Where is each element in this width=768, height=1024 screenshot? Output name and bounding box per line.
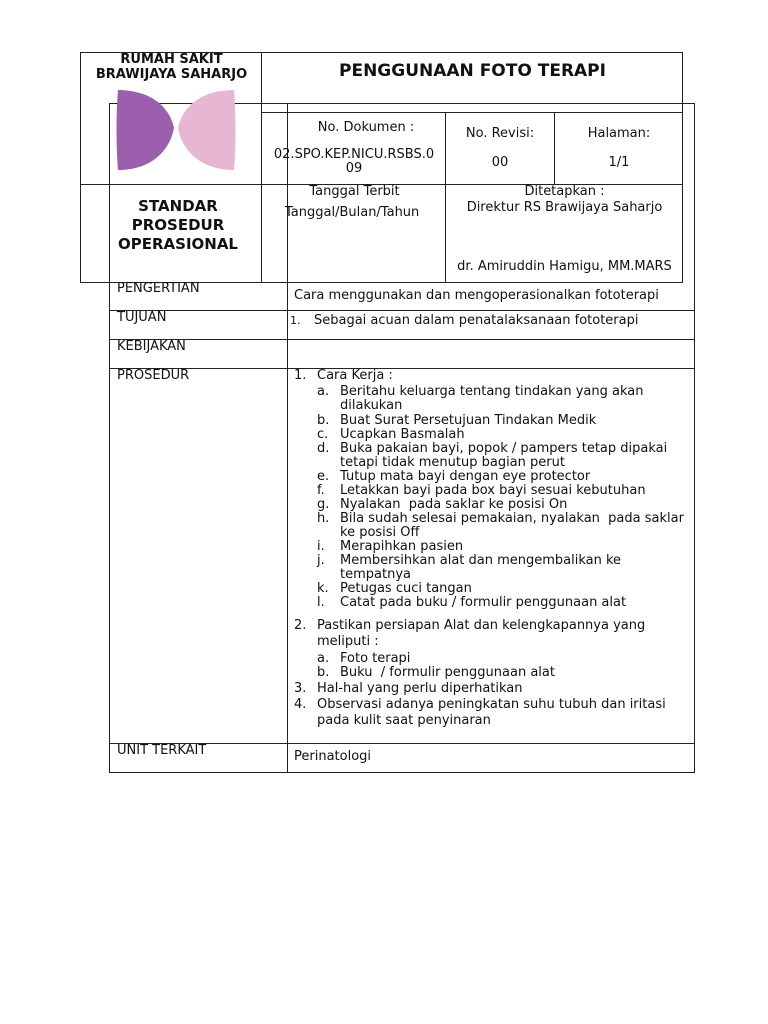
prosedur-step-3 bbox=[294, 682, 689, 696]
list-item bbox=[317, 385, 687, 413]
pengertian-content: Cara menggunakan dan mengoperasionalkan fototerapi bbox=[294, 288, 659, 303]
list-item-text: Membersihkan alat dan mengembalikan ke tempatnya bbox=[340, 553, 622, 582]
list-marker: 3. bbox=[294, 681, 307, 696]
list-item bbox=[317, 582, 687, 596]
list-marker: 2. bbox=[294, 618, 307, 633]
divider bbox=[287, 103, 288, 773]
tujuan-item-text: Sebagai acuan dalam penatalaksanaan fototerapi bbox=[314, 313, 639, 328]
pengertian-label: PENGERTIAN bbox=[117, 281, 200, 296]
document-type: STANDAR PROSEDUR OPERASIONAL bbox=[117, 197, 238, 253]
divider bbox=[109, 339, 695, 340]
divider bbox=[261, 52, 262, 283]
halaman-value: 1/1 bbox=[608, 155, 630, 170]
ditetapkan-label: Ditetapkan : bbox=[524, 184, 605, 199]
list-marker: 1. bbox=[294, 368, 307, 383]
list-item bbox=[317, 498, 687, 512]
list-item bbox=[317, 540, 687, 554]
hospital-logo bbox=[112, 86, 240, 174]
document-title: PENGGUNAAN FOTO TERAPI bbox=[339, 61, 606, 81]
no-dokumen-value: 02.SPO.KEP.NICU.RSBS.009 bbox=[273, 147, 435, 176]
list-item bbox=[317, 484, 687, 498]
no-revisi-label: No. Revisi: bbox=[465, 126, 535, 141]
step-1-title: Cara Kerja : bbox=[317, 368, 393, 383]
list-item bbox=[317, 666, 555, 680]
prosedur-step-2 bbox=[294, 618, 689, 650]
list-marker: f. bbox=[317, 483, 325, 498]
list-marker: l. bbox=[317, 595, 325, 610]
list-item-text: Letakkan bayi pada box bayi sesuai kebutuhan bbox=[340, 483, 646, 498]
list-marker: g. bbox=[317, 497, 330, 512]
list-item-text: Nyalakan pada saklar ke posisi On bbox=[340, 497, 568, 512]
list-item-text: Catat pada buku / formulir penggunaan alat bbox=[340, 595, 627, 610]
list-item-text: Buku / formulir penggunaan alat bbox=[340, 665, 555, 680]
list-item bbox=[317, 442, 687, 470]
list-marker: a. bbox=[317, 384, 330, 399]
list-marker: h. bbox=[317, 511, 330, 526]
divider bbox=[109, 310, 695, 311]
tanggal-terbit-value: Tanggal/Bulan/Tahun bbox=[285, 205, 420, 220]
list-marker: 1. bbox=[290, 314, 301, 327]
list-item-text: Ucapkan Basmalah bbox=[340, 427, 465, 442]
list-marker: b. bbox=[317, 413, 330, 428]
list-item-text: Buat Surat Persetujuan Tindakan Medik bbox=[340, 413, 597, 428]
halaman-label: Halaman: bbox=[587, 126, 651, 141]
list-item bbox=[317, 554, 687, 582]
prosedur-step-4 bbox=[294, 697, 689, 729]
divider bbox=[261, 112, 683, 113]
list-item bbox=[317, 470, 687, 484]
list-item-text: Petugas cuci tangan bbox=[340, 581, 472, 596]
list-item-text: Foto terapi bbox=[340, 651, 411, 666]
tanggal-terbit-label: Tanggal Terbit bbox=[309, 184, 400, 199]
hospital-name: RUMAH SAKIT BRAWIJAYA SAHARJO bbox=[95, 52, 248, 82]
list-marker: d. bbox=[317, 441, 330, 456]
list-marker: c. bbox=[317, 427, 329, 442]
list-marker: a. bbox=[317, 651, 330, 666]
list-item-text: Buka pakaian bayi, popok / pampers tetap dipakai tetapi tidak menutup bagian perut bbox=[340, 441, 668, 470]
kebijakan-label: KEBIJAKAN bbox=[117, 339, 186, 354]
signatory-name: dr. Amiruddin Hamigu, MM.MARS bbox=[457, 259, 672, 274]
list-item bbox=[317, 596, 687, 610]
no-revisi-value: 00 bbox=[491, 155, 509, 170]
divider bbox=[109, 368, 695, 369]
list-item bbox=[317, 512, 687, 540]
tujuan-item bbox=[290, 314, 690, 328]
list-item-text: Bila sudah selesai pemakaian, nyalakan pada saklar ke posisi Off bbox=[340, 511, 689, 540]
prosedur-label: PROSEDUR bbox=[117, 368, 190, 383]
step-2-title: Pastikan persiapan Alat dan kelengkapannya yang meliputi : bbox=[317, 618, 646, 649]
step-3-title: Hal-hal yang perlu diperhatikan bbox=[317, 681, 523, 696]
list-item-text: Merapihkan pasien bbox=[340, 539, 464, 554]
list-marker: 4. bbox=[294, 697, 307, 712]
logo-right-wing bbox=[178, 90, 236, 170]
list-marker: j. bbox=[317, 553, 325, 568]
divider bbox=[554, 112, 555, 185]
list-item bbox=[317, 652, 410, 666]
list-item bbox=[317, 414, 687, 428]
step-4-title: Observasi adanya peningkatan suhu tubuh dan iritasi pada kulit saat penyinaran bbox=[317, 697, 666, 728]
no-dokumen-label: No. Dokumen : bbox=[317, 120, 415, 135]
list-marker: b. bbox=[317, 665, 330, 680]
list-marker: k. bbox=[317, 581, 329, 596]
list-item-text: Tutup mata bayi dengan eye protector bbox=[340, 469, 591, 484]
list-marker: i. bbox=[317, 539, 325, 554]
list-item-text: Beritahu keluarga tentang tindakan yang akan dilakukan bbox=[340, 384, 644, 413]
tujuan-label: TUJUAN bbox=[117, 310, 167, 325]
list-item bbox=[317, 428, 687, 442]
unit-terkait-content: Perinatologi bbox=[294, 749, 372, 764]
unit-terkait-label: UNIT TERKAIT bbox=[117, 743, 207, 758]
logo-left-wing bbox=[117, 90, 175, 170]
ditetapkan-by: Direktur RS Brawijaya Saharjo bbox=[466, 200, 663, 215]
list-marker: e. bbox=[317, 469, 330, 484]
